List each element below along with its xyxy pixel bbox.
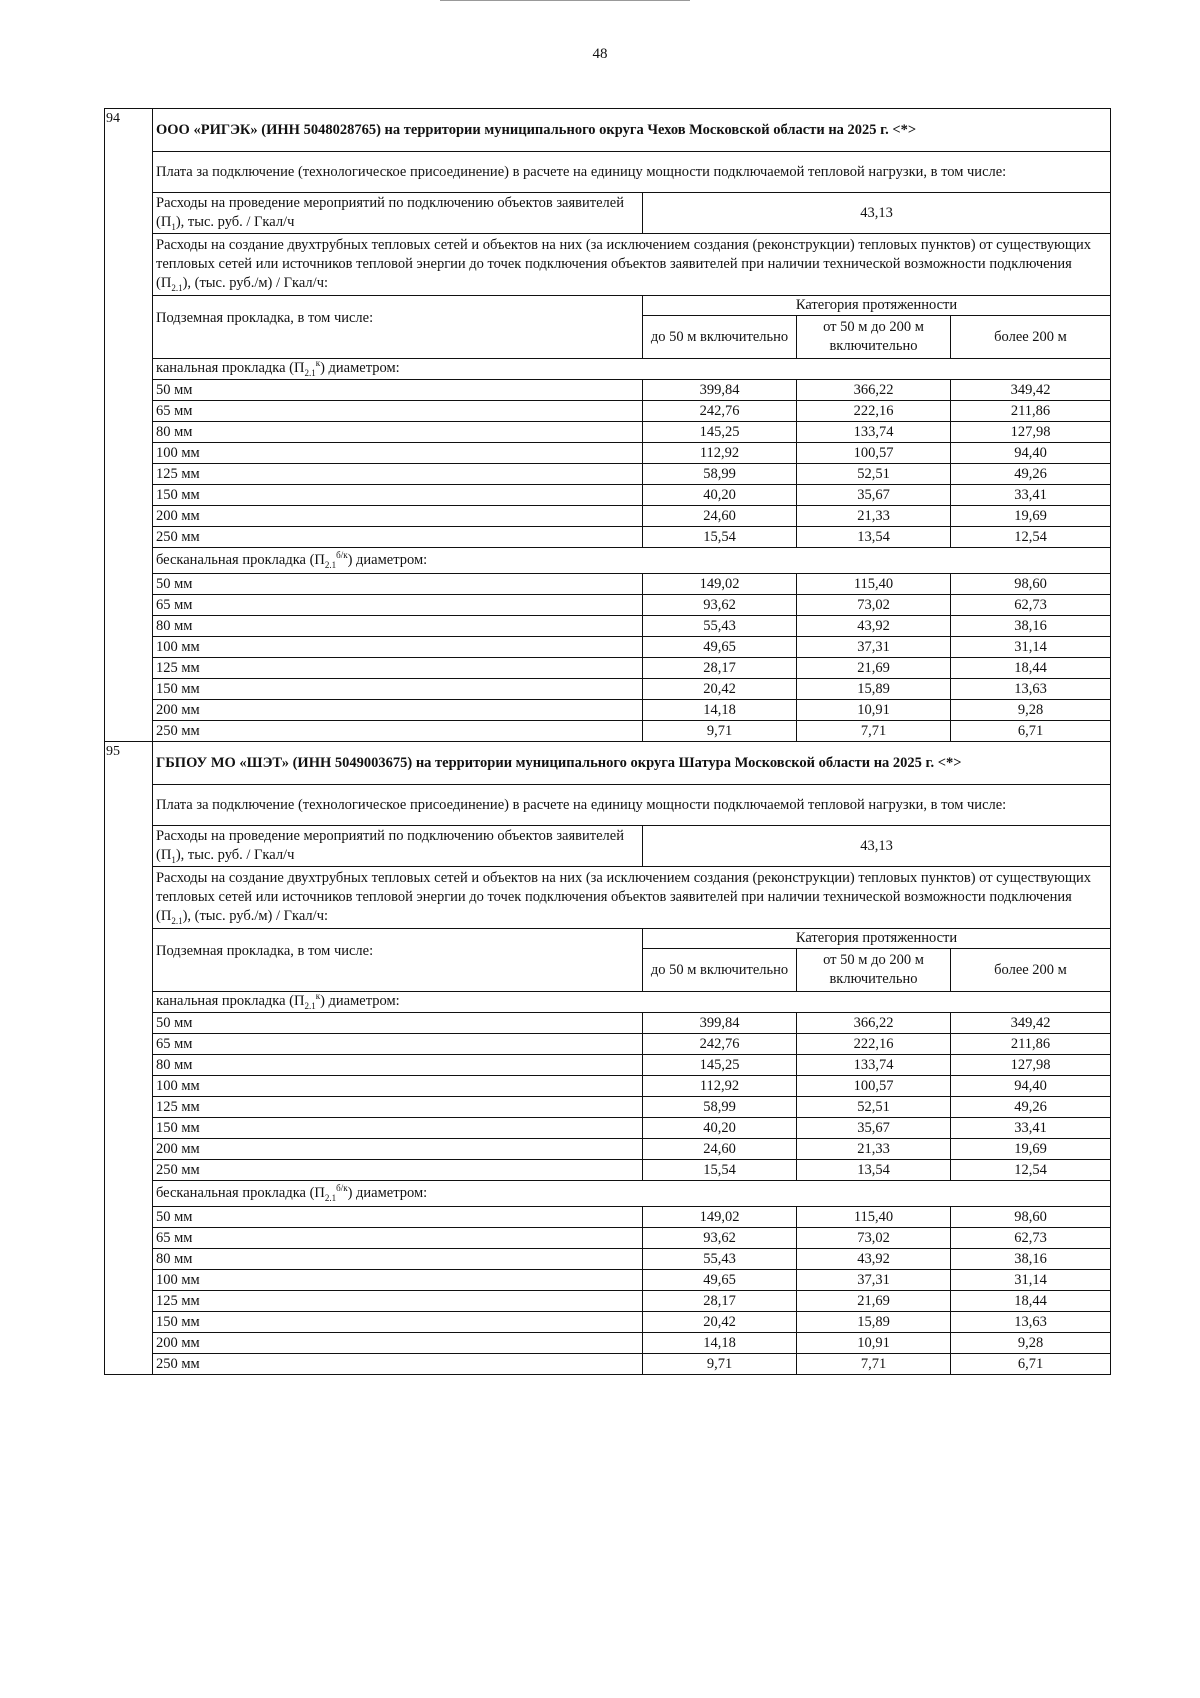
value-cell-2: 10,91: [797, 1333, 951, 1354]
item-number: 95: [105, 742, 153, 1375]
diameter-cell: 200 мм: [153, 1139, 643, 1160]
value-cell-2: 100,57: [797, 443, 951, 464]
value-cell-1: 145,25: [643, 422, 797, 443]
diameter-cell: 50 мм: [153, 574, 643, 595]
channelless-label-sup: б/к: [336, 550, 348, 561]
diameter-cell: 65 мм: [153, 1034, 643, 1055]
p2-row: [105, 867, 1111, 929]
channel-label-row: [105, 359, 1111, 380]
value-cell-3: 6,71: [951, 1354, 1111, 1375]
header-row-1: [105, 296, 1111, 316]
diameter-cell: 50 мм: [153, 1207, 643, 1228]
value-cell-2: 35,67: [797, 1118, 951, 1139]
p1-label-sub: 1: [171, 221, 176, 232]
p1-label-b: ), тыс. руб. / Гкал/ч: [175, 214, 295, 230]
diameter-cell: 150 мм: [153, 1312, 643, 1333]
table-row: [105, 464, 1111, 485]
col-header-2: от 50 м до 200 м включительно: [797, 316, 951, 359]
diameter-cell: 80 мм: [153, 422, 643, 443]
channelless-label-a: бесканальная прокладка (П: [156, 552, 325, 568]
table-row: [105, 1076, 1111, 1097]
table-row: [105, 679, 1111, 700]
value-cell-1: 9,71: [643, 721, 797, 742]
top-rule: [440, 0, 690, 1]
table-row: [105, 1034, 1111, 1055]
value-cell-3: 38,16: [951, 616, 1111, 637]
value-cell-2: 133,74: [797, 422, 951, 443]
value-cell-3: 127,98: [951, 1055, 1111, 1076]
org-title-row: [105, 742, 1111, 785]
value-cell-2: 43,92: [797, 1249, 951, 1270]
col-header-3: более 200 м: [951, 316, 1111, 359]
value-cell-2: 15,89: [797, 1312, 951, 1333]
table-row: [105, 1291, 1111, 1312]
value-cell-3: 9,28: [951, 1333, 1111, 1354]
value-cell-3: 31,14: [951, 1270, 1111, 1291]
underground-label: Подземная прокладка, в том числе:: [153, 296, 643, 359]
page-number: 48: [592, 46, 608, 62]
table-row: [105, 380, 1111, 401]
diameter-cell: 125 мм: [153, 464, 643, 485]
item-number: 94: [105, 109, 153, 742]
value-cell-3: 12,54: [951, 1160, 1111, 1181]
value-cell-1: 149,02: [643, 1207, 797, 1228]
value-cell-1: 20,42: [643, 679, 797, 700]
table-row: [105, 595, 1111, 616]
p2-text-b: ), (тыс. руб./м) / Гкал/ч:: [182, 275, 329, 291]
value-cell-3: 33,41: [951, 1118, 1111, 1139]
diameter-cell: 150 мм: [153, 1118, 643, 1139]
table-row: [105, 401, 1111, 422]
value-cell-3: 62,73: [951, 1228, 1111, 1249]
value-cell-1: 145,25: [643, 1055, 797, 1076]
tariff-table: [104, 108, 1111, 1375]
diameter-cell: 100 мм: [153, 1270, 643, 1291]
value-cell-2: 52,51: [797, 1097, 951, 1118]
value-cell-3: 13,63: [951, 679, 1111, 700]
value-cell-1: 40,20: [643, 485, 797, 506]
value-cell-3: 211,86: [951, 401, 1111, 422]
channel-label-sup: к: [315, 358, 321, 369]
channel-label-sub: 2.1: [304, 367, 316, 378]
diameter-cell: 200 мм: [153, 1333, 643, 1354]
col-header-3: более 200 м: [951, 949, 1111, 992]
value-cell-1: 49,65: [643, 1270, 797, 1291]
value-cell-3: 13,63: [951, 1312, 1111, 1333]
diameter-cell: 80 мм: [153, 616, 643, 637]
value-cell-3: 18,44: [951, 1291, 1111, 1312]
value-cell-2: 366,22: [797, 1013, 951, 1034]
table-row: [105, 1333, 1111, 1354]
table-row: [105, 506, 1111, 527]
value-cell-3: 38,16: [951, 1249, 1111, 1270]
value-cell-3: 19,69: [951, 1139, 1111, 1160]
value-cell-1: 20,42: [643, 1312, 797, 1333]
p2-text: [153, 867, 1111, 929]
table-row: [105, 1354, 1111, 1375]
value-cell-2: 21,69: [797, 1291, 951, 1312]
channelless-label-a: бесканальная прокладка (П: [156, 1185, 325, 1201]
intro-text: Плата за подключение (технологическое присоединение) в расчете на единицу мощности подключаемой тепловой нагрузки, в том числе:: [153, 152, 1111, 193]
org-title: ООО «РИГЭК» (ИНН 5048028765) на территории муниципального округа Чехов Московской области на 2025 г. <*>: [153, 109, 1111, 152]
diameter-cell: 50 мм: [153, 1013, 643, 1034]
value-cell-3: 49,26: [951, 1097, 1111, 1118]
p1-label: [153, 193, 643, 234]
channelless-label: [153, 1181, 1111, 1207]
channelless-label-b: ) диаметром:: [347, 552, 428, 568]
value-cell-1: 9,71: [643, 1354, 797, 1375]
value-cell-3: 94,40: [951, 443, 1111, 464]
p2-text-sub: 2.1: [171, 915, 183, 926]
value-cell-2: 73,02: [797, 595, 951, 616]
value-cell-2: 222,16: [797, 401, 951, 422]
table-row: [105, 1055, 1111, 1076]
value-cell-3: 6,71: [951, 721, 1111, 742]
value-cell-2: 37,31: [797, 637, 951, 658]
value-cell-3: 349,42: [951, 1013, 1111, 1034]
p2-text-sub: 2.1: [171, 282, 183, 293]
channel-label-row: [105, 992, 1111, 1013]
value-cell-1: 15,54: [643, 1160, 797, 1181]
channelless-label-sub: 2.1: [324, 559, 337, 570]
value-cell-1: 242,76: [643, 1034, 797, 1055]
value-cell-3: 9,28: [951, 700, 1111, 721]
intro-text: Плата за подключение (технологическое присоединение) в расчете на единицу мощности подключаемой тепловой нагрузки, в том числе:: [153, 785, 1111, 826]
table-row: [105, 637, 1111, 658]
channel-label-a: канальная прокладка (П: [156, 993, 305, 1009]
p2-text: [153, 234, 1111, 296]
value-cell-1: 149,02: [643, 574, 797, 595]
table-row: [105, 1160, 1111, 1181]
p1-value: 43,13: [643, 826, 1111, 867]
value-cell-2: 366,22: [797, 380, 951, 401]
org-title-row: [105, 109, 1111, 152]
channel-label-a: канальная прокладка (П: [156, 360, 305, 376]
value-cell-3: 18,44: [951, 658, 1111, 679]
diameter-cell: 250 мм: [153, 721, 643, 742]
value-cell-3: 94,40: [951, 1076, 1111, 1097]
value-cell-2: 15,89: [797, 679, 951, 700]
value-cell-2: 115,40: [797, 1207, 951, 1228]
diameter-cell: 80 мм: [153, 1249, 643, 1270]
p1-label: [153, 826, 643, 867]
table-row: [105, 1207, 1111, 1228]
value-cell-2: 13,54: [797, 1160, 951, 1181]
table-row: [105, 616, 1111, 637]
value-cell-2: 21,33: [797, 1139, 951, 1160]
p1-row: [105, 193, 1111, 234]
value-cell-1: 24,60: [643, 506, 797, 527]
p2-text-b: ), (тыс. руб./м) / Гкал/ч:: [182, 908, 329, 924]
category-header: Категория протяженности: [643, 296, 1111, 316]
table-row: [105, 485, 1111, 506]
p1-label-a: Расходы на проведение мероприятий по подключению объектов заявителей (П: [156, 828, 624, 863]
p1-label-sub: 1: [171, 854, 176, 865]
value-cell-2: 222,16: [797, 1034, 951, 1055]
value-cell-2: 100,57: [797, 1076, 951, 1097]
value-cell-1: 15,54: [643, 527, 797, 548]
value-cell-1: 40,20: [643, 1118, 797, 1139]
table-row: [105, 1312, 1111, 1333]
table-row: [105, 721, 1111, 742]
value-cell-2: 37,31: [797, 1270, 951, 1291]
diameter-cell: 250 мм: [153, 1354, 643, 1375]
channel-label-sub: 2.1: [304, 1000, 316, 1011]
channel-label-b: ) диаметром:: [320, 993, 400, 1009]
value-cell-3: 98,60: [951, 1207, 1111, 1228]
diameter-cell: 125 мм: [153, 658, 643, 679]
channel-label: [153, 359, 1111, 380]
value-cell-1: 242,76: [643, 401, 797, 422]
diameter-cell: 100 мм: [153, 1076, 643, 1097]
diameter-cell: 65 мм: [153, 1228, 643, 1249]
table-row: [105, 658, 1111, 679]
diameter-cell: 200 мм: [153, 506, 643, 527]
channel-label-sup: к: [315, 991, 321, 1002]
col-header-2: от 50 м до 200 м включительно: [797, 949, 951, 992]
value-cell-2: 133,74: [797, 1055, 951, 1076]
value-cell-1: 14,18: [643, 1333, 797, 1354]
value-cell-3: 19,69: [951, 506, 1111, 527]
value-cell-3: 33,41: [951, 485, 1111, 506]
table-row: [105, 1118, 1111, 1139]
value-cell-1: 55,43: [643, 616, 797, 637]
value-cell-1: 58,99: [643, 1097, 797, 1118]
value-cell-2: 21,69: [797, 658, 951, 679]
value-cell-2: 35,67: [797, 485, 951, 506]
table-row: [105, 700, 1111, 721]
value-cell-3: 127,98: [951, 422, 1111, 443]
channelless-label-sup: б/к: [336, 1183, 348, 1194]
value-cell-3: 49,26: [951, 464, 1111, 485]
diameter-cell: 200 мм: [153, 700, 643, 721]
diameter-cell: 65 мм: [153, 595, 643, 616]
value-cell-2: 115,40: [797, 574, 951, 595]
channelless-label-row: [105, 1181, 1111, 1207]
diameter-cell: 250 мм: [153, 527, 643, 548]
diameter-cell: 80 мм: [153, 1055, 643, 1076]
table-row: [105, 1139, 1111, 1160]
value-cell-1: 93,62: [643, 1228, 797, 1249]
channelless-label-sub: 2.1: [324, 1192, 337, 1203]
diameter-cell: 125 мм: [153, 1291, 643, 1312]
value-cell-1: 14,18: [643, 700, 797, 721]
value-cell-1: 93,62: [643, 595, 797, 616]
channelless-label-b: ) диаметром:: [347, 1185, 428, 1201]
table-row: [105, 527, 1111, 548]
diameter-cell: 65 мм: [153, 401, 643, 422]
value-cell-1: 112,92: [643, 443, 797, 464]
category-header: Категория протяженности: [643, 929, 1111, 949]
value-cell-2: 43,92: [797, 616, 951, 637]
table-row: [105, 1270, 1111, 1291]
table-row: [105, 443, 1111, 464]
col-header-1: до 50 м включительно: [643, 316, 797, 359]
org-title: ГБПОУ МО «ШЭТ» (ИНН 5049003675) на территории муниципального округа Шатура Московской области на 2025 г. <*>: [153, 742, 1111, 785]
intro-row: [105, 152, 1111, 193]
diameter-cell: 125 мм: [153, 1097, 643, 1118]
value-cell-1: 49,65: [643, 637, 797, 658]
p2-text-a: Расходы на создание двухтрубных тепловых сетей и объектов на них (за исключением создания (реконструкции) тепловых пунктов) от существующих тепловых сетей или источников тепловой энергии до точек подключения объектов заявителей при наличии технической возможности подключения (П: [156, 870, 1092, 924]
value-cell-1: 28,17: [643, 658, 797, 679]
diameter-cell: 50 мм: [153, 380, 643, 401]
value-cell-1: 112,92: [643, 1076, 797, 1097]
value-cell-2: 7,71: [797, 1354, 951, 1375]
channel-label: [153, 992, 1111, 1013]
value-cell-3: 31,14: [951, 637, 1111, 658]
value-cell-3: 12,54: [951, 527, 1111, 548]
value-cell-3: 62,73: [951, 595, 1111, 616]
value-cell-2: 73,02: [797, 1228, 951, 1249]
value-cell-1: 28,17: [643, 1291, 797, 1312]
value-cell-3: 98,60: [951, 574, 1111, 595]
table-row: [105, 1249, 1111, 1270]
diameter-cell: 150 мм: [153, 485, 643, 506]
value-cell-1: 55,43: [643, 1249, 797, 1270]
table-row: [105, 1228, 1111, 1249]
value-cell-1: 24,60: [643, 1139, 797, 1160]
value-cell-2: 7,71: [797, 721, 951, 742]
diameter-cell: 250 мм: [153, 1160, 643, 1181]
underground-label: Подземная прокладка, в том числе:: [153, 929, 643, 992]
col-header-1: до 50 м включительно: [643, 949, 797, 992]
p1-value: 43,13: [643, 193, 1111, 234]
table-row: [105, 574, 1111, 595]
value-cell-3: 349,42: [951, 380, 1111, 401]
channelless-label: [153, 548, 1111, 574]
p1-label-b: ), тыс. руб. / Гкал/ч: [175, 847, 295, 863]
value-cell-2: 13,54: [797, 527, 951, 548]
table-row: [105, 1097, 1111, 1118]
channel-label-b: ) диаметром:: [320, 360, 400, 376]
channelless-label-row: [105, 548, 1111, 574]
value-cell-1: 399,84: [643, 1013, 797, 1034]
tariff-table-body: [105, 109, 1111, 1375]
header-row-1: [105, 929, 1111, 949]
diameter-cell: 150 мм: [153, 679, 643, 700]
value-cell-2: 21,33: [797, 506, 951, 527]
value-cell-1: 399,84: [643, 380, 797, 401]
p2-row: [105, 234, 1111, 296]
table-row: [105, 422, 1111, 443]
diameter-cell: 100 мм: [153, 637, 643, 658]
value-cell-1: 58,99: [643, 464, 797, 485]
value-cell-3: 211,86: [951, 1034, 1111, 1055]
intro-row: [105, 785, 1111, 826]
diameter-cell: 100 мм: [153, 443, 643, 464]
p1-row: [105, 826, 1111, 867]
table-row: [105, 1013, 1111, 1034]
p1-label-a: Расходы на проведение мероприятий по подключению объектов заявителей (П: [156, 195, 624, 230]
value-cell-2: 52,51: [797, 464, 951, 485]
value-cell-2: 10,91: [797, 700, 951, 721]
p2-text-a: Расходы на создание двухтрубных тепловых сетей и объектов на них (за исключением создания (реконструкции) тепловых пунктов) от существующих тепловых сетей или источников тепловой энергии до точек подключения объектов заявителей при наличии технической возможности подключения (П: [156, 237, 1092, 291]
